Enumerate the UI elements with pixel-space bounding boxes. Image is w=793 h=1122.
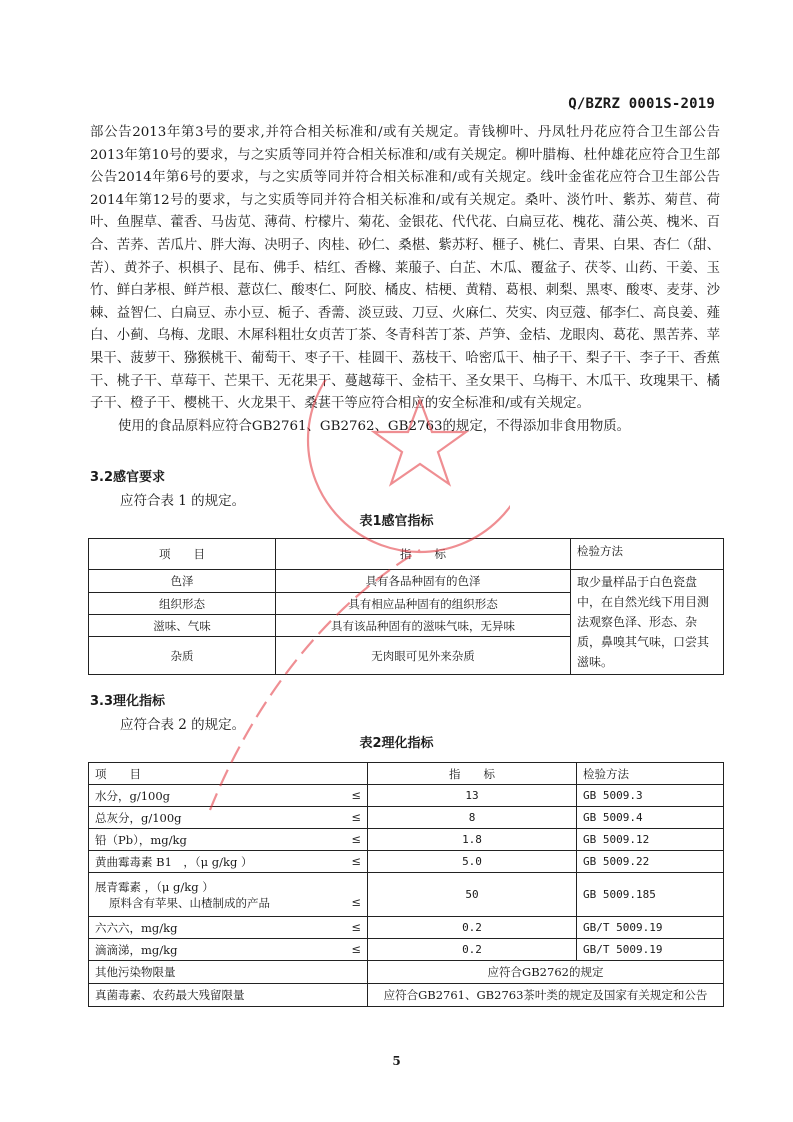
row-value: 应符合GB2762的规定 <box>368 961 724 984</box>
leq-symbol: ≤ <box>351 919 361 934</box>
row-value: 8 <box>368 807 577 829</box>
row-item <box>89 829 368 851</box>
leq-symbol: ≤ <box>351 853 361 868</box>
item-sublabel: 原料含有苹果、山楂制成的产品 <box>109 895 270 910</box>
table-row <box>89 807 724 829</box>
row-method: GB 5009.185 <box>577 873 724 917</box>
row-item: 色泽 <box>89 570 276 593</box>
section-note: 应符合表 1 的规定。 <box>120 493 246 509</box>
paragraph-food-materials: 使用的食品原料应符合GB2761、GB2762、GB2763的规定，不得添加非食用物质。 <box>118 418 630 434</box>
row-item <box>89 873 368 917</box>
page-number: 5 <box>392 1054 401 1068</box>
row-item: 组织形态 <box>89 593 276 615</box>
method-cell: 取少量样品于白色瓷盘中，在自然光线下用目测法观察色泽、形态、杂质，鼻嗅其气味，口尝其滋味。 <box>571 570 724 675</box>
section-sensory <box>90 466 245 509</box>
row-item <box>89 785 368 807</box>
header-method: 检验方法 <box>571 539 724 570</box>
leq-symbol: ≤ <box>351 787 361 802</box>
item-label: 铅（Pb），mg/kg <box>95 832 187 847</box>
table-row <box>89 570 724 593</box>
item-label: 水分，g/100g <box>95 788 171 803</box>
table-header-row <box>89 539 724 570</box>
row-value: 应符合GB2761、GB2763茶叶类的规定及国家有关规定和公告 <box>368 984 724 1007</box>
section-note: 应符合表 2 的规定。 <box>120 717 246 733</box>
row-value: 0.2 <box>368 939 577 961</box>
table-row <box>89 829 724 851</box>
item-label: 黄曲霉毒素 B1 ，（μ g/kg ） <box>95 854 253 869</box>
row-item: 真菌毒素、农药最大残留限量 <box>89 984 368 1007</box>
leq-symbol: ≤ <box>351 809 361 824</box>
row-value: 无肉眼可见外来杂质 <box>276 637 571 675</box>
row-value: 5.0 <box>368 851 577 873</box>
row-value: 具有各品种固有的色泽 <box>276 570 571 593</box>
table-row <box>89 785 724 807</box>
row-value: 0.2 <box>368 917 577 939</box>
row-method: GB 5009.22 <box>577 851 724 873</box>
table-row <box>89 939 724 961</box>
table2-caption: 表2理化指标 <box>359 736 434 751</box>
item-label: 滴滴涕，mg/kg <box>95 942 178 957</box>
sensory-table <box>88 538 724 675</box>
table-row <box>89 851 724 873</box>
header-item: 项 目 <box>89 539 276 570</box>
item-sublabel-wrap <box>95 895 361 911</box>
header-index: 指 标 <box>368 763 577 785</box>
row-item <box>89 939 368 961</box>
header-method: 检验方法 <box>577 763 724 785</box>
leq-symbol: ≤ <box>351 894 361 909</box>
section-heading: 3.2感官要求 <box>90 470 166 485</box>
header-index: 指 标 <box>276 539 571 570</box>
table-row <box>89 873 724 917</box>
row-value: 50 <box>368 873 577 917</box>
paragraph-raw-materials: 部公告2013年第3号的要求,并符合相关标准和/或有关规定。青钱柳叶、丹凤牡丹花应符合卫生部公告2013年第10号的要求，与之实质等同并符合相关标准和/或有关规定。柳叶腊梅、杜仲雄花应符合卫生部公告2014年第6号的要求，与之实质等同并符合相关标准和/或有关规定。线叶金雀花应符合卫生部公告2014年第12号的要求，与之实质等同并符合相关标准和/或有关规定。桑叶、淡竹叶、紫苏、菊苣、荷叶、鱼腥草、藿香、马齿苋、薄荷、柠檬片、菊花、金银花、代代花、白扁豆花、槐花、蒲公英、槐米、百合、苦荞、苦瓜片、胖大海、决明子、肉桂、砂仁、桑椹、紫苏籽、榧子、桃仁、青果、白果、杏仁（甜、苦）、黄芥子、枳椇子、昆布、佛手、桔红、香橼、莱菔子、白芷、木瓜、覆盆子、茯苓、山药、干姜、玉竹、鲜白茅根、鲜芦根、薏苡仁、酸枣仁、阿胶、橘皮、桔梗、黄精、葛根、刺梨、黑枣、酸枣、麦芽、沙棘、益智仁、白扁豆、赤小豆、栀子、香薷、淡豆豉、刀豆、火麻仁、芡实、肉豆蔻、郁李仁、高良姜、薤白、小蓟、乌梅、龙眼、木犀科粗壮女贞苦丁茶、冬青科苦丁茶、芦笋、金桔、龙眼肉、葛花、黑苦荞、苹果干、菠萝干、猕猴桃干、葡萄干、枣子干、桂圆干、荔枝干、哈密瓜干、柚子干、梨子干、李子干、香蕉干、桃子干、草莓干、芒果干、无花果干、蔓越莓干、金桔干、圣女果干、乌梅干、木瓜干、玫瑰果干、橘子干、橙子干、樱桃干、火龙果干、桑葚干等应符合相应的安全标准和/或有关规定。 <box>90 125 720 412</box>
row-method: GB 5009.4 <box>577 807 724 829</box>
row-value: 13 <box>368 785 577 807</box>
row-method: GB 5009.3 <box>577 785 724 807</box>
table-row <box>89 984 724 1007</box>
item-label: 六六六，mg/kg <box>95 920 178 935</box>
row-item <box>89 807 368 829</box>
row-method: GB/T 5009.19 <box>577 939 724 961</box>
leq-symbol: ≤ <box>351 831 361 846</box>
body-text <box>90 122 720 438</box>
table-row <box>89 917 724 939</box>
section-heading: 3.3理化指标 <box>90 694 166 709</box>
row-value: 具有该品种固有的滋味气味，无异味 <box>276 615 571 637</box>
item-label: 展青霉素 ，（μ g/kg ） <box>95 879 214 894</box>
row-item <box>89 851 368 873</box>
row-item: 其他污染物限量 <box>89 961 368 984</box>
document-code: Q/BZRZ 0001S-2019 <box>568 96 715 112</box>
row-method: GB 5009.12 <box>577 829 724 851</box>
physicochemical-table <box>88 762 724 1007</box>
row-item <box>89 917 368 939</box>
row-value: 具有相应品种固有的组织形态 <box>276 593 571 615</box>
section-physicochemical <box>90 690 245 733</box>
table-row <box>89 961 724 984</box>
row-method: GB/T 5009.19 <box>577 917 724 939</box>
row-value: 1.8 <box>368 829 577 851</box>
row-item: 滋味、气味 <box>89 615 276 637</box>
item-label: 总灰分，g/100g <box>95 810 182 825</box>
table1-caption: 表1感官指标 <box>359 514 434 529</box>
table-header-row <box>89 763 724 785</box>
leq-symbol: ≤ <box>351 941 361 956</box>
row-item: 杂质 <box>89 637 276 675</box>
header-item: 项 目 <box>89 763 368 785</box>
